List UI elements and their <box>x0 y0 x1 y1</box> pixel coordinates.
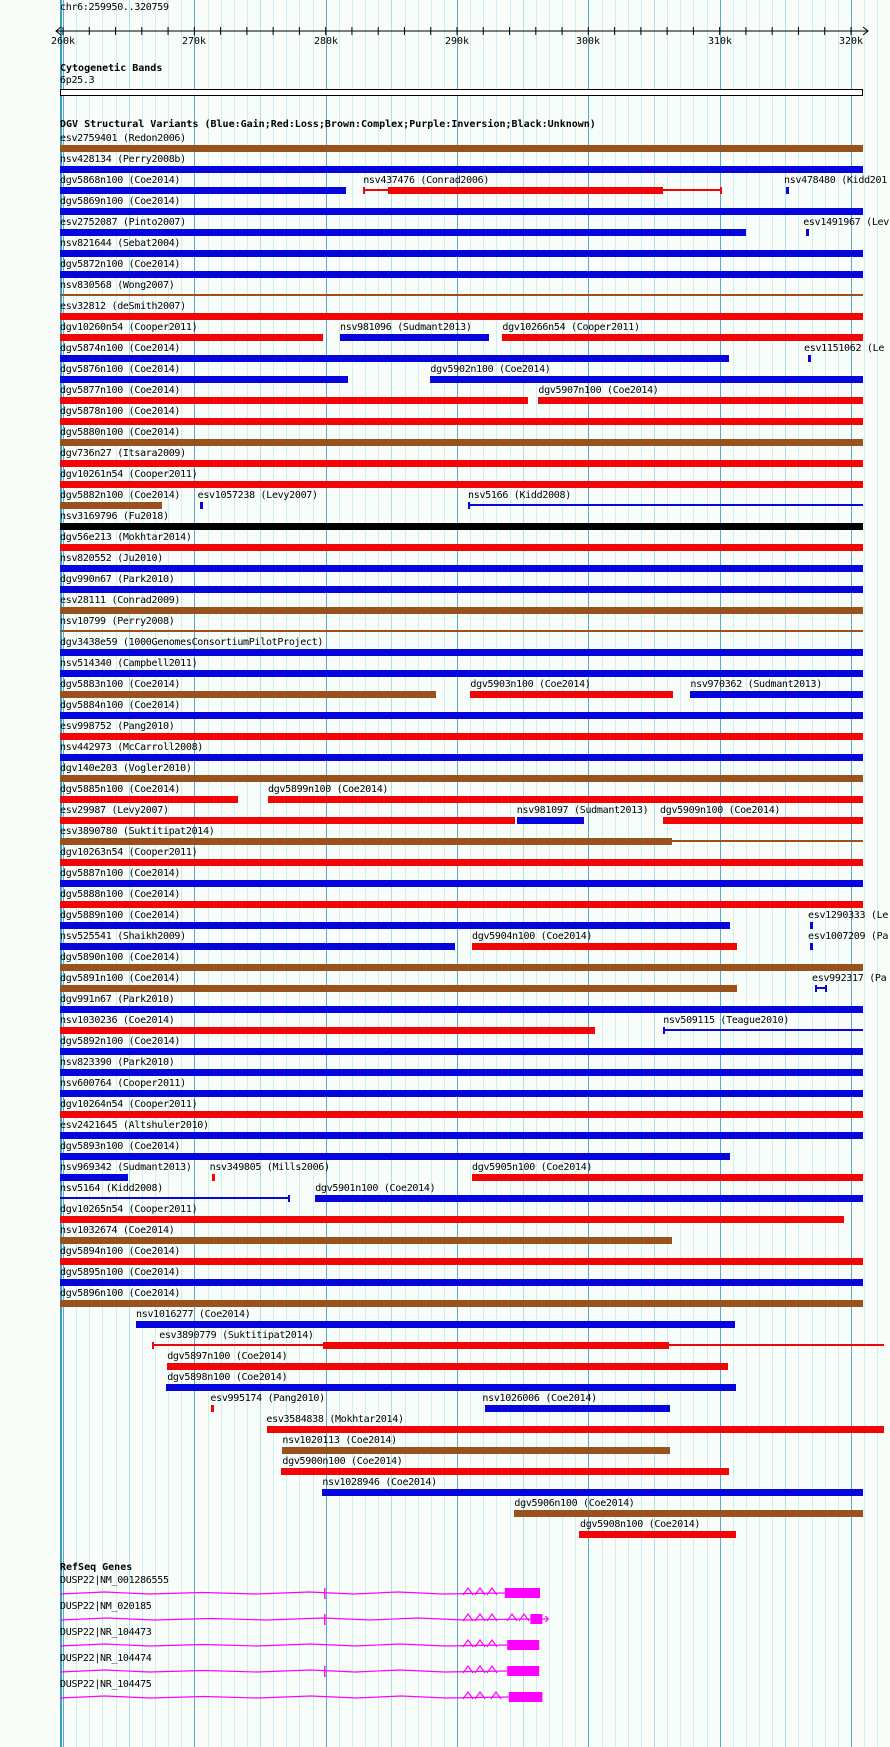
variant-tick[interactable] <box>808 355 811 362</box>
variant-bar[interactable] <box>60 481 863 488</box>
variant-label: dgv140e203 (Vogler2010) <box>60 763 192 774</box>
variant-bar[interactable] <box>136 1321 735 1328</box>
variant-bar[interactable] <box>60 607 863 614</box>
variant-label: dgv5901n100 (Coe2014) <box>315 1183 436 1194</box>
variant-label: dgv5876n100 (Coe2014) <box>60 364 181 375</box>
grid-line <box>602 0 603 1747</box>
variant-label: dgv5904n100 (Coe2014) <box>472 931 593 942</box>
variant-label: dgv10261n54 (Cooper2011) <box>60 469 198 480</box>
variant-bar[interactable] <box>60 1258 863 1265</box>
variant-bar[interactable] <box>323 1342 669 1349</box>
variant-bar[interactable] <box>60 250 863 257</box>
grid-line <box>536 0 537 1747</box>
grid-line <box>575 0 576 1747</box>
variant-bar[interactable] <box>60 460 863 467</box>
variant-bar[interactable] <box>60 796 238 803</box>
whisker-left-cap[interactable] <box>663 1027 665 1034</box>
variant-label: dgv5872n100 (Coe2014) <box>60 259 181 270</box>
variant-tick[interactable] <box>200 502 203 509</box>
gene-exon-box[interactable] <box>507 1666 539 1676</box>
variant-label: esv32812 (deSmith2007) <box>60 301 186 312</box>
grid-line <box>181 0 182 1747</box>
variant-label: esv3890779 (Suktitipat2014) <box>159 1330 314 1341</box>
variant-bar[interactable] <box>315 1195 863 1202</box>
variant-label: dgv5897n100 (Coe2014) <box>167 1351 288 1362</box>
variant-bar[interactable] <box>690 691 863 698</box>
variant-label: dgv3438e59 (1000GenomesConsortiumPilotProject) <box>60 637 324 648</box>
variant-label: nsv3169796 (Fu2018) <box>60 511 169 522</box>
variant-bar[interactable] <box>60 1048 863 1055</box>
variant-label: nsv1026006 (Coe2014) <box>482 1393 597 1404</box>
variant-label: dgv5892n100 (Coe2014) <box>60 1036 181 1047</box>
variant-label: dgv5888n100 (Coe2014) <box>60 889 181 900</box>
variant-label: esv2421645 (Altshuler2010) <box>60 1120 209 1131</box>
variant-label: dgv990n67 (Park2010) <box>60 574 175 585</box>
variant-label: dgv736n27 (Itsara2009) <box>60 448 186 459</box>
gene-exon-box[interactable] <box>505 1588 540 1598</box>
variant-bar[interactable] <box>388 187 663 194</box>
whisker-left-cap[interactable] <box>468 502 470 509</box>
gene-exon-box[interactable] <box>530 1614 542 1624</box>
gene-label: DUSP22|NM_020185 <box>60 1601 152 1612</box>
variant-bar[interactable] <box>514 1510 863 1517</box>
variant-label: esv992317 (Pa <box>812 973 887 984</box>
variant-bar[interactable] <box>60 565 863 572</box>
gene-label: DUSP22|NR_104473 <box>60 1627 152 1638</box>
whisker-left-cap[interactable] <box>363 187 365 194</box>
ruler-tick-label: 320k <box>838 36 864 47</box>
grid-line <box>707 0 708 1747</box>
grid-line <box>313 0 314 1747</box>
variant-bar[interactable] <box>60 1300 863 1307</box>
variant-label: dgv5902n100 (Coe2014) <box>430 364 551 375</box>
variant-bar[interactable] <box>60 1111 863 1118</box>
ruler-tick-label: 290k <box>444 36 470 47</box>
variant-bar[interactable] <box>538 397 863 404</box>
variant-bar[interactable] <box>430 376 863 383</box>
variant-bar-tail[interactable] <box>672 840 863 842</box>
variant-bar[interactable] <box>60 1132 863 1139</box>
variant-bar[interactable] <box>60 880 863 887</box>
grid-line <box>772 0 773 1747</box>
variant-bar[interactable] <box>470 691 672 698</box>
variant-label: nsv442973 (McCarroll2008) <box>60 742 204 753</box>
whisker-right-cap[interactable] <box>825 985 827 992</box>
variant-bar[interactable] <box>517 817 584 824</box>
variant-bar[interactable] <box>60 439 863 446</box>
grid-line <box>838 0 839 1747</box>
grid-line <box>759 0 760 1747</box>
variant-label: nsv1028946 (Coe2014) <box>322 1477 437 1488</box>
variant-bar[interactable] <box>60 691 436 698</box>
variant-bar[interactable] <box>60 901 863 908</box>
variant-bar[interactable] <box>60 712 863 719</box>
variant-bar[interactable] <box>60 334 323 341</box>
variant-tick[interactable] <box>810 922 813 929</box>
variant-label: esv1290333 (Le <box>808 910 889 921</box>
variant-label: dgv5868n100 (Coe2014) <box>60 175 181 186</box>
gene-exon-box[interactable] <box>509 1692 543 1702</box>
variant-bar[interactable] <box>60 1027 595 1034</box>
variant-label: nsv10799 (Perry2008) <box>60 616 175 627</box>
variant-label: esv1151062 (Le <box>804 343 885 354</box>
grid-line <box>628 0 629 1747</box>
variant-bar[interactable] <box>60 1174 128 1181</box>
variant-bar[interactable] <box>60 397 528 404</box>
variant-bar[interactable] <box>60 1216 844 1223</box>
grid-line <box>208 0 209 1747</box>
variant-label: dgv5905n100 (Coe2014) <box>472 1162 593 1173</box>
variant-label: esv1007209 (Pa <box>808 931 889 942</box>
variant-bar[interactable] <box>60 1006 863 1013</box>
dgv-track-title: DGV Structural Variants (Blue:Gain;Red:Loss;Brown:Complex;Purple:Inversion;Black:Unknown) <box>60 119 596 130</box>
grid-line <box>444 0 445 1747</box>
variant-label: dgv5906n100 (Coe2014) <box>514 1498 635 1509</box>
variant-label: esv998752 (Pang2010) <box>60 721 175 732</box>
variant-bar[interactable] <box>60 586 863 593</box>
variant-bar[interactable] <box>60 271 863 278</box>
variant-whisker[interactable] <box>60 1197 290 1199</box>
variant-bar[interactable] <box>60 775 863 782</box>
grid-line <box>720 0 721 1747</box>
variant-label: nsv428134 (Perry2008b) <box>60 154 186 165</box>
variant-label: dgv5894n100 (Coe2014) <box>60 1246 181 1257</box>
variant-thin-bar[interactable] <box>60 294 863 296</box>
variant-label: dgv5900n100 (Coe2014) <box>282 1456 403 1467</box>
grid-line <box>615 0 616 1747</box>
grid-line <box>693 0 694 1747</box>
variant-label: dgv5896n100 (Coe2014) <box>60 1288 181 1299</box>
variant-label: dgv5908n100 (Coe2014) <box>580 1519 701 1530</box>
variant-bar[interactable] <box>60 649 863 656</box>
variant-tick[interactable] <box>810 943 813 950</box>
variant-bar[interactable] <box>579 1531 736 1538</box>
variant-bar[interactable] <box>166 1384 736 1391</box>
variant-label: dgv5890n100 (Coe2014) <box>60 952 181 963</box>
variant-bar[interactable] <box>60 1237 672 1244</box>
grid-line <box>864 0 865 1747</box>
gene-model[interactable] <box>60 1690 620 1704</box>
variant-bar[interactable] <box>60 1279 863 1286</box>
whisker-right-cap[interactable] <box>720 187 722 194</box>
variant-label: dgv5869n100 (Coe2014) <box>60 196 181 207</box>
variant-bar[interactable] <box>60 1069 863 1076</box>
variant-bar[interactable] <box>60 859 863 866</box>
grid-line <box>733 0 734 1747</box>
variant-label: esv2752087 (Pinto2007) <box>60 217 186 228</box>
grid-line <box>221 0 222 1747</box>
grid-line <box>746 0 747 1747</box>
variant-label: nsv820552 (Ju2010) <box>60 553 163 564</box>
variant-label: nsv514340 (Campbell2011) <box>60 658 198 669</box>
gene-model[interactable] <box>60 1638 620 1652</box>
variant-whisker[interactable] <box>663 1029 863 1031</box>
variant-bar[interactable] <box>472 943 737 950</box>
variant-tick[interactable] <box>211 1405 214 1412</box>
variant-label: nsv349805 (Mills2006) <box>209 1162 330 1173</box>
variant-bar[interactable] <box>60 166 863 173</box>
ruler-tick-label: 270k <box>181 36 207 47</box>
variant-label: nsv1016277 (Coe2014) <box>136 1309 251 1320</box>
grid-line <box>667 0 668 1747</box>
variant-tick[interactable] <box>212 1174 215 1181</box>
grid-line <box>654 0 655 1747</box>
grid-line <box>812 0 813 1747</box>
grid-line <box>785 0 786 1747</box>
variant-label: nsv5164 (Kidd2008) <box>60 1183 163 1194</box>
variant-label: nsv823390 (Park2010) <box>60 1057 175 1068</box>
variant-label: dgv5877n100 (Coe2014) <box>60 385 181 396</box>
variant-bar[interactable] <box>485 1405 671 1412</box>
variant-bar[interactable] <box>60 208 863 215</box>
variant-bar[interactable] <box>282 1447 670 1454</box>
variant-bar[interactable] <box>60 733 863 740</box>
variant-label: nsv821644 (Sebat2004) <box>60 238 181 249</box>
gene-exon-box[interactable] <box>507 1640 539 1650</box>
ruler-tick-label: 260k <box>50 36 76 47</box>
variant-bar[interactable] <box>502 334 863 341</box>
gene-model[interactable] <box>60 1664 620 1678</box>
grid-line <box>483 0 484 1747</box>
grid-line <box>273 0 274 1747</box>
variant-label: dgv5891n100 (Coe2014) <box>60 973 181 984</box>
variant-bar[interactable] <box>281 1468 729 1475</box>
variant-label: nsv981096 (Sudmant2013) <box>340 322 472 333</box>
variant-label: dgv5880n100 (Coe2014) <box>60 427 181 438</box>
grid-line <box>877 0 878 1747</box>
variant-label: dgv10265n54 (Cooper2011) <box>60 1204 198 1215</box>
variant-label: nsv1032674 (Coe2014) <box>60 1225 175 1236</box>
ruler-tick-label: 300k <box>575 36 601 47</box>
variant-bar[interactable] <box>167 1363 728 1370</box>
region-label: chr6:259950..320759 <box>60 2 169 13</box>
grid-line <box>588 0 589 1747</box>
variant-bar[interactable] <box>60 670 863 677</box>
variant-label: dgv5882n100 (Coe2014) <box>60 490 181 501</box>
variant-tick[interactable] <box>806 229 809 236</box>
variant-bar[interactable] <box>60 544 863 551</box>
variant-label: dgv5887n100 (Coe2014) <box>60 868 181 879</box>
variant-bar[interactable] <box>60 817 515 824</box>
variant-bar[interactable] <box>60 754 863 761</box>
variant-bar[interactable] <box>60 418 863 425</box>
variant-label: esv2759401 (Redon2006) <box>60 133 186 144</box>
grid-line <box>260 0 261 1747</box>
variant-bar[interactable] <box>60 313 863 320</box>
variant-label: dgv56e213 (Mokhtar2014) <box>60 532 192 543</box>
whisker-left-cap[interactable] <box>152 1342 154 1349</box>
variant-label: nsv981097 (Sudmant2013) <box>516 805 649 816</box>
variant-bar[interactable] <box>663 817 863 824</box>
variant-label: esv1057238 (Levy2007) <box>197 490 318 501</box>
variant-label: nsv525541 (Shaikh2009) <box>60 931 186 942</box>
variant-bar[interactable] <box>60 187 346 194</box>
variant-bar[interactable] <box>267 1426 884 1433</box>
grid-line <box>851 0 852 1747</box>
variant-label: nsv969342 (Sudmant2013) <box>60 1162 192 1173</box>
variant-label: nsv600764 (Cooper2011) <box>60 1078 186 1089</box>
refseq-title: RefSeq Genes <box>60 1562 133 1573</box>
variant-label: dgv5899n100 (Coe2014) <box>268 784 389 795</box>
variant-label: dgv10264n54 (Cooper2011) <box>60 1099 198 1110</box>
variant-bar[interactable] <box>60 838 672 845</box>
grid-line <box>523 0 524 1747</box>
variant-label: nsv509115 (Teague2010) <box>663 1015 790 1026</box>
variant-label: dgv5895n100 (Coe2014) <box>60 1267 181 1278</box>
variant-label: esv28111 (Conrad2009) <box>60 595 181 606</box>
variant-label: dgv5883n100 (Coe2014) <box>60 679 181 690</box>
grid-line <box>562 0 563 1747</box>
variant-label: nsv1030236 (Coe2014) <box>60 1015 175 1026</box>
whisker-right-cap[interactable] <box>288 1195 290 1202</box>
variant-label: esv1491967 (Lev <box>803 217 889 228</box>
variant-label: esv3890780 (Suktitipat2014) <box>60 826 215 837</box>
variant-label: dgv5909n100 (Coe2014) <box>660 805 781 816</box>
grid-line <box>286 0 287 1747</box>
gene-label: DUSP22|NM_001286555 <box>60 1575 169 1586</box>
grid-line <box>680 0 681 1747</box>
gene-model[interactable] <box>60 1612 620 1626</box>
variant-label: dgv5893n100 (Coe2014) <box>60 1141 181 1152</box>
variant-label: dgv991n67 (Park2010) <box>60 994 175 1005</box>
variant-label: dgv5884n100 (Coe2014) <box>60 700 181 711</box>
gene-label: DUSP22|NR_104475 <box>60 1679 152 1690</box>
variant-bar[interactable] <box>60 943 455 950</box>
variant-thin-bar[interactable] <box>60 630 863 632</box>
variant-bar[interactable] <box>60 376 348 383</box>
variant-label: dgv5898n100 (Coe2014) <box>167 1372 288 1383</box>
variant-bar[interactable] <box>60 355 729 362</box>
variant-label: dgv10260n54 (Cooper2011) <box>60 322 198 333</box>
variant-bar[interactable] <box>60 964 863 971</box>
grid-line <box>510 0 511 1747</box>
variant-bar[interactable] <box>472 1174 863 1181</box>
grid-line <box>194 0 195 1747</box>
grid-line <box>549 0 550 1747</box>
variant-bar[interactable] <box>60 523 863 530</box>
grid-line <box>247 0 248 1747</box>
variant-bar[interactable] <box>60 1153 730 1160</box>
variant-bar[interactable] <box>60 922 730 929</box>
variant-label: nsv1020113 (Coe2014) <box>282 1435 397 1446</box>
variant-whisker[interactable] <box>468 504 863 506</box>
variant-label: nsv5166 (Kidd2008) <box>468 490 571 501</box>
grid-line <box>234 0 235 1747</box>
variant-bar[interactable] <box>268 796 863 803</box>
grid-line <box>641 0 642 1747</box>
cytoband-box[interactable] <box>60 89 863 96</box>
variant-bar[interactable] <box>340 334 489 341</box>
variant-label: nsv437476 (Conrad2006) <box>363 175 490 186</box>
gene-model[interactable] <box>60 1586 620 1600</box>
grid-line <box>798 0 799 1747</box>
variant-bar[interactable] <box>60 229 746 236</box>
gene-label: DUSP22|NR_104474 <box>60 1653 152 1664</box>
ruler-tick-label: 280k <box>313 36 339 47</box>
variant-label: esv995174 (Pang2010) <box>210 1393 325 1404</box>
variant-label: dgv5903n100 (Coe2014) <box>470 679 591 690</box>
variant-bar[interactable] <box>60 1090 863 1097</box>
variant-label: dgv5907n100 (Coe2014) <box>538 385 659 396</box>
variant-label: esv3584838 (Mokhtar2014) <box>266 1414 404 1425</box>
variant-label: dgv5885n100 (Coe2014) <box>60 784 181 795</box>
variant-bar[interactable] <box>322 1489 863 1496</box>
variant-bar[interactable] <box>60 502 162 509</box>
variant-label: nsv478480 (Kidd201 <box>784 175 887 186</box>
grid-line <box>299 0 300 1747</box>
variant-label: dgv5889n100 (Coe2014) <box>60 910 181 921</box>
variant-label: nsv830568 (Wong2007) <box>60 280 175 291</box>
variant-label: dgv5878n100 (Coe2014) <box>60 406 181 417</box>
ruler-tick-label: 310k <box>707 36 733 47</box>
grid-line <box>496 0 497 1747</box>
grid-line <box>457 0 458 1747</box>
variant-bar[interactable] <box>60 985 737 992</box>
grid-line <box>470 0 471 1747</box>
variant-label: dgv10266n54 (Cooper2011) <box>502 322 640 333</box>
variant-label: dgv10263n54 (Cooper2011) <box>60 847 198 858</box>
variant-label: nsv970362 (Sudmant2013) <box>690 679 822 690</box>
cytoband-title: Cytogenetic Bands <box>60 63 163 74</box>
variant-tick[interactable] <box>786 187 789 194</box>
cytoband-name: 6p25.3 <box>60 75 95 86</box>
variant-bar[interactable] <box>60 145 863 152</box>
variant-label: esv29987 (Levy2007) <box>60 805 169 816</box>
variant-label: dgv5874n100 (Coe2014) <box>60 343 181 354</box>
whisker-left-cap[interactable] <box>815 985 817 992</box>
grid-line <box>825 0 826 1747</box>
